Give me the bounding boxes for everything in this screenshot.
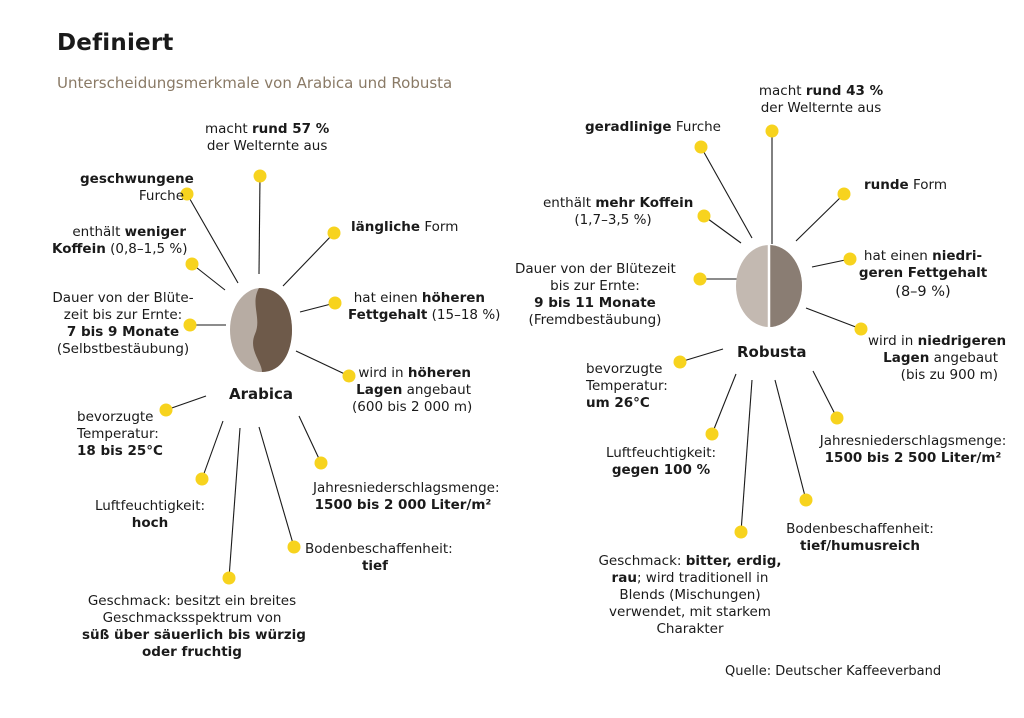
source-credit: Quelle: Deutscher Kaffeeverband — [725, 664, 942, 679]
dot-weltproduktion — [766, 125, 779, 138]
spoke-luftfeuchtigkeit — [712, 374, 736, 434]
arabica-niederschlag: Jahresniederschlagsmenge: 1500 bis 2 000 Liter/m² — [313, 480, 500, 513]
arabica-weltproduktion: macht rund 57 % der Welternte aus — [205, 121, 330, 154]
spoke-boden — [259, 427, 294, 547]
spoke-weltproduktion — [259, 176, 260, 274]
spoke-geschmack — [229, 428, 240, 578]
robusta-form: runde Form — [864, 177, 948, 193]
dot-lagen — [855, 323, 868, 336]
dot-form — [838, 188, 851, 201]
spoke-lagen — [806, 308, 861, 329]
dot-niederschlag — [831, 412, 844, 425]
spoke-niederschlag — [299, 416, 321, 463]
robusta-bean-dark-half — [769, 245, 802, 327]
spoke-luftfeuchtigkeit — [202, 421, 223, 479]
dot-geschmack — [223, 572, 236, 585]
spoke-koffein — [704, 216, 741, 243]
dot-niederschlag — [315, 457, 328, 470]
robusta-temperatur: bevorzugte Temperatur: um 26°C — [586, 361, 668, 411]
arabica-bean-dark-half — [253, 288, 292, 372]
dot-form — [328, 227, 341, 240]
arabica-geschmack: Geschmack: besitzt ein breites Geschmacksspektrum von süß über säuerlich bis würzig oder fruchtig — [82, 593, 306, 660]
arabica-koffein: enthält weniger Koffein (0,8–1,5 %) — [52, 224, 188, 257]
dot-luftfeuchtigkeit — [706, 428, 719, 441]
arabica-fettgehalt: hat einen höheren Fettgehalt (15–18 %) — [348, 290, 501, 323]
robusta-bean — [736, 245, 802, 327]
dot-temperatur — [674, 356, 687, 369]
spoke-geschmack — [741, 380, 752, 532]
robusta-furche: geradlinige Furche — [585, 119, 721, 135]
spoke-form — [283, 233, 334, 286]
robusta-niederschlag: Jahresniederschlagsmenge: 1500 bis 2 500 Liter/m² — [819, 433, 1007, 466]
dot-bluetezeit — [694, 273, 707, 286]
robusta-bluetezeit: Dauer von der Blütezeit bis zur Ernte: 9 bis 11 Monate (Fremdbestäubung) — [515, 261, 676, 328]
spoke-boden — [775, 380, 806, 500]
robusta-koffein: enthält mehr Koffein (1,7–3,5 %) — [543, 195, 694, 228]
arabica-name: Arabica — [229, 385, 294, 403]
dot-weltproduktion — [254, 170, 267, 183]
robusta-weltproduktion: macht rund 43 % der Welternte aus — [758, 83, 884, 116]
robusta-name: Robusta — [737, 343, 807, 361]
robusta-geschmack: Geschmack: bitter, erdig, rau; wird traditionell in Blends (Mischungen) verwendet, mit starkem Charakter — [598, 553, 782, 637]
arabica-bluetezeit: Dauer von der Blüte- zeit bis zur Ernte: 7 bis 9 Monate (Selbstbestäubung) — [52, 290, 194, 357]
dot-koffein — [698, 210, 711, 223]
robusta-luftfeuchtigkeit: Luftfeuchtigkeit: gegen 100 % — [605, 445, 717, 478]
spoke-lagen — [296, 351, 349, 376]
dot-boden — [800, 494, 813, 507]
arabica-boden: Bodenbeschaffenheit: tief — [305, 541, 453, 574]
spoke-form — [796, 194, 844, 241]
robusta-boden: Bodenbeschaffenheit: tief/humusreich — [786, 521, 934, 554]
spoke-niederschlag — [813, 371, 837, 418]
spoke-furche — [701, 147, 752, 238]
dot-furche — [695, 141, 708, 154]
robusta-fettgehalt: hat einen niedri- geren Fettgehalt (8–9 %) — [858, 248, 988, 300]
arabica-bean — [230, 288, 292, 372]
dot-boden — [288, 541, 301, 554]
dot-fettgehalt — [329, 297, 342, 310]
arabica-temperatur: bevorzugte Temperatur: 18 bis 25°C — [77, 409, 163, 459]
arabica-luftfeuchtigkeit: Luftfeuchtigkeit: hoch — [94, 498, 206, 531]
dot-luftfeuchtigkeit — [196, 473, 209, 486]
page-subtitle: Unterscheidungsmerkmale von Arabica und Robusta — [57, 74, 453, 92]
robusta-lagen: wird in niedrigeren Lagen angebaut (bis zu 900 m) — [868, 333, 1007, 383]
arabica-furche: geschwungene Furche — [80, 171, 194, 204]
dot-geschmack — [735, 526, 748, 539]
spoke-temperatur — [680, 349, 723, 362]
dot-koffein — [186, 258, 199, 271]
arabica-form: längliche Form — [351, 219, 459, 235]
page-title: Definiert — [57, 30, 174, 56]
dot-fettgehalt — [844, 253, 857, 266]
arabica-lagen: wird in höheren Lagen angebaut (600 bis 2 000 m) — [352, 365, 473, 415]
